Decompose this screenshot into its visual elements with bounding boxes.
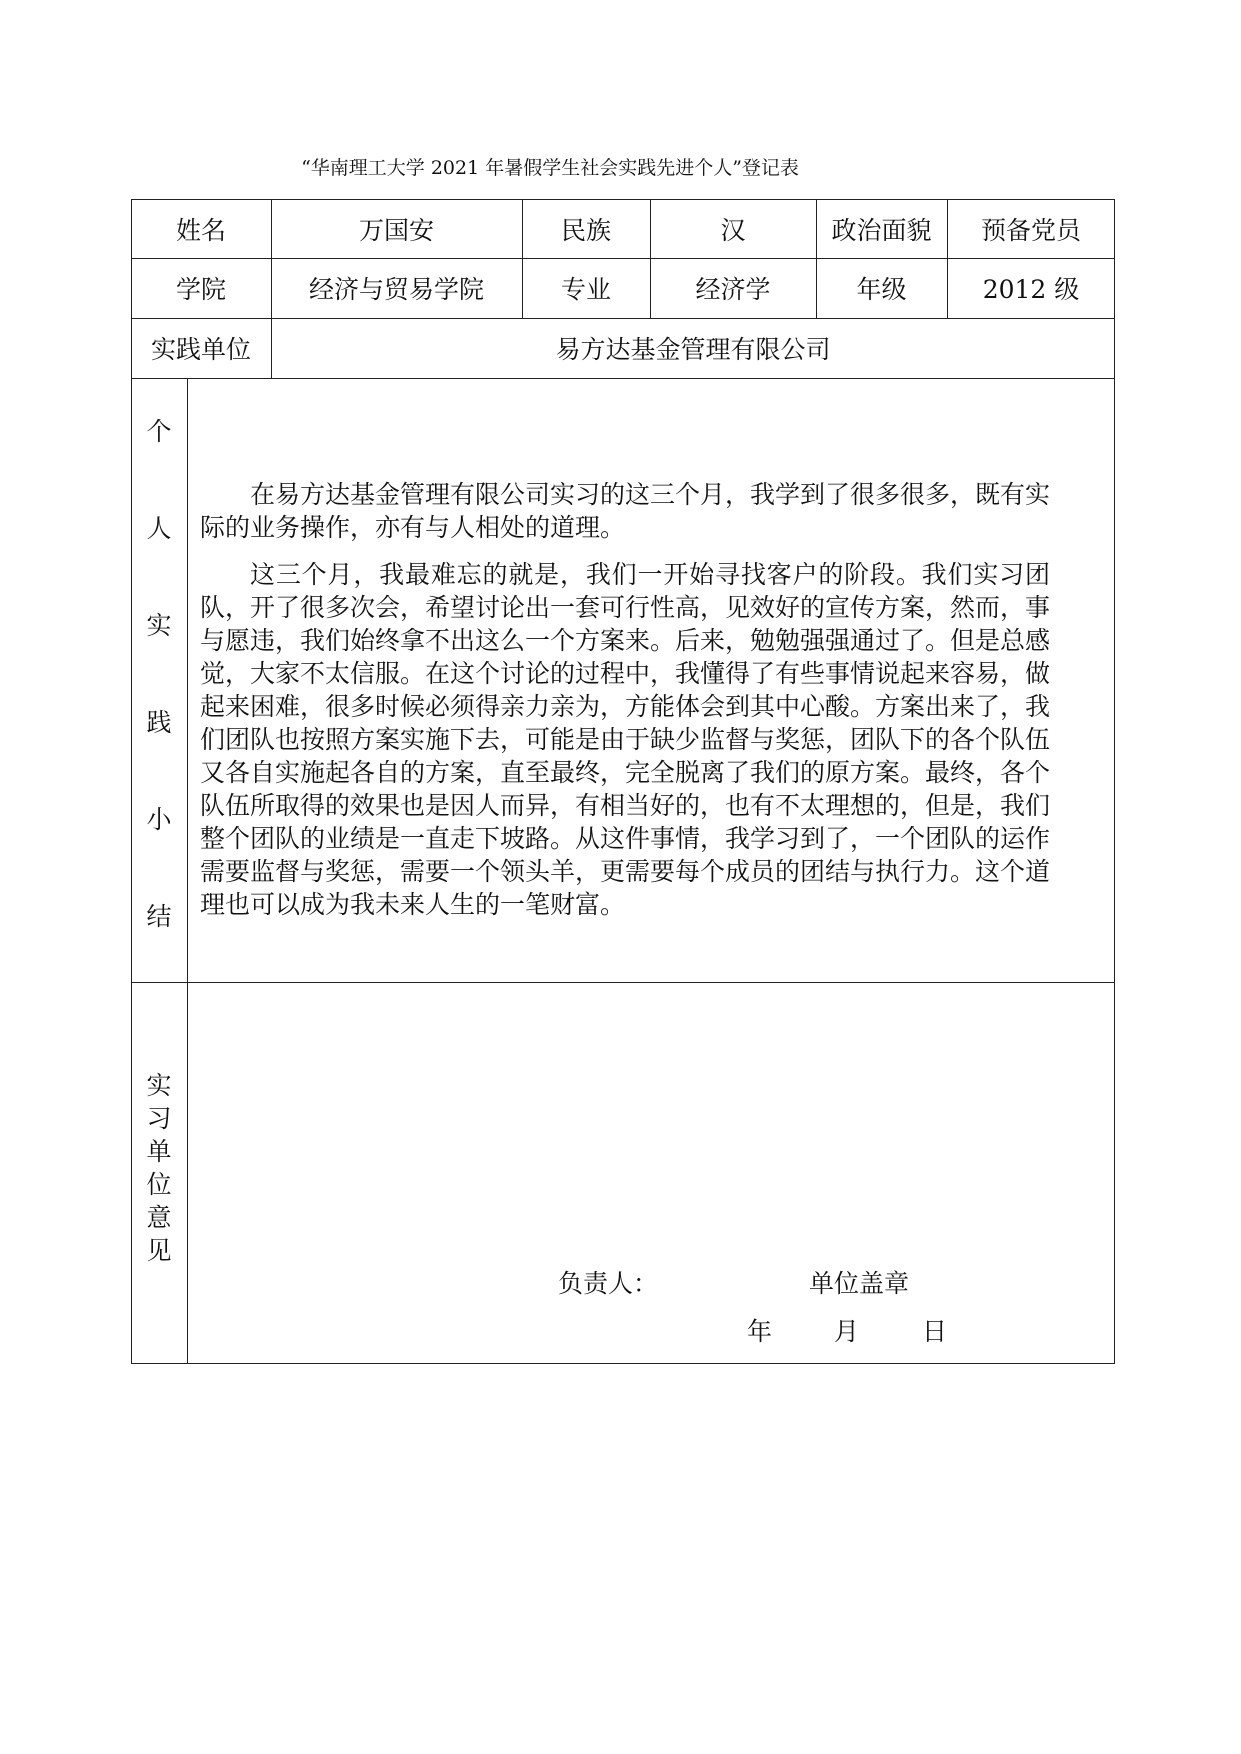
grade-label: 年级 xyxy=(856,275,907,304)
practice-unit-value: 易方达基金管理有限公司 xyxy=(555,335,831,364)
summary-label-char: 实 xyxy=(146,611,172,640)
unit-seal-label: 单位盖章 xyxy=(809,1269,910,1298)
opinion-label-char: 见 xyxy=(146,1236,172,1265)
summary-label-char: 小 xyxy=(146,805,172,834)
summary-label xyxy=(131,412,187,994)
summary-label-char: 践 xyxy=(146,708,172,737)
major-value: 经济学 xyxy=(695,275,771,304)
college-value: 经济与贸易学院 xyxy=(308,275,484,304)
summary-paragraph: 这三个月，我最难忘的就是，我们一开始寻找客户的阶段。我们实习团队，开了很多次会，希望讨论出一套可行性高，见效好的宣传方案，然而，事与愿违，我们始终拿不出这么一个方案来。后来，勉勉强强通过了。但是总感觉，大家不太信服。在这个讨论的过程中，我懂得了有些事情说起来容易，做起来困难，很多时候必须得亲力亲为，方能体会到其中心酸。方案出来了，我们团队也按照方案实施下去，可能是由于缺少监督与奖惩，团队下的各个队伍又各自实施起各自的方案，直至最终，完全脱离了我们的原方案。最终，各个队伍所取得的效果也是因人而异，有相当好的，也有不太理想的，但是，我们整个团队的业绩是一直走下坡路。从这件事情，我学习到了，一个团队的运作需要监督与奖惩，需要一个领头羊，更需要每个成员的团结与执行力。这个道理也可以成为我未来人生的一笔财富。 xyxy=(200,560,1051,919)
opinion-label-char: 实 xyxy=(146,1071,172,1100)
major-label: 专业 xyxy=(560,275,611,304)
summary-label-char: 人 xyxy=(146,514,172,543)
political-status-label: 政治面貌 xyxy=(831,215,932,245)
column-divider xyxy=(187,378,188,1364)
date-day-label: 日 xyxy=(922,1317,948,1346)
grade-value: 2012 级 xyxy=(982,275,1080,304)
opinion-label-char: 意 xyxy=(146,1203,172,1232)
document-title: “华南理工大学 2021 年暑假学生社会实践先进个人”登记表 xyxy=(301,157,799,179)
summary-paragraph: 在易方达基金管理有限公司实习的这三个月，我学到了很多很多，既有实际的业务操作，亦有与人相处的道理。 xyxy=(200,480,1051,542)
college-label: 学院 xyxy=(175,275,226,304)
date-month-label: 月 xyxy=(834,1317,860,1346)
row-divider xyxy=(131,982,1115,983)
summary-label-char: 个 xyxy=(146,417,172,446)
ethnicity-value: 汉 xyxy=(720,215,746,245)
practice-unit-label: 实践单位 xyxy=(150,335,251,364)
opinion-label-char: 位 xyxy=(146,1170,172,1199)
opinion-label xyxy=(131,1066,187,1264)
summary-text xyxy=(200,478,1050,935)
ethnicity-label: 民族 xyxy=(560,215,611,245)
opinion-label-char: 单 xyxy=(146,1137,172,1166)
name-label: 姓名 xyxy=(175,215,226,245)
row-divider xyxy=(131,378,1115,379)
responsible-person-label: 负责人： xyxy=(558,1269,659,1298)
summary-label-char: 结 xyxy=(146,902,172,931)
opinion-label-char: 习 xyxy=(146,1104,172,1133)
name-value: 万国安 xyxy=(358,215,434,245)
date-year-label: 年 xyxy=(747,1317,773,1346)
political-status-value: 预备党员 xyxy=(980,215,1081,245)
